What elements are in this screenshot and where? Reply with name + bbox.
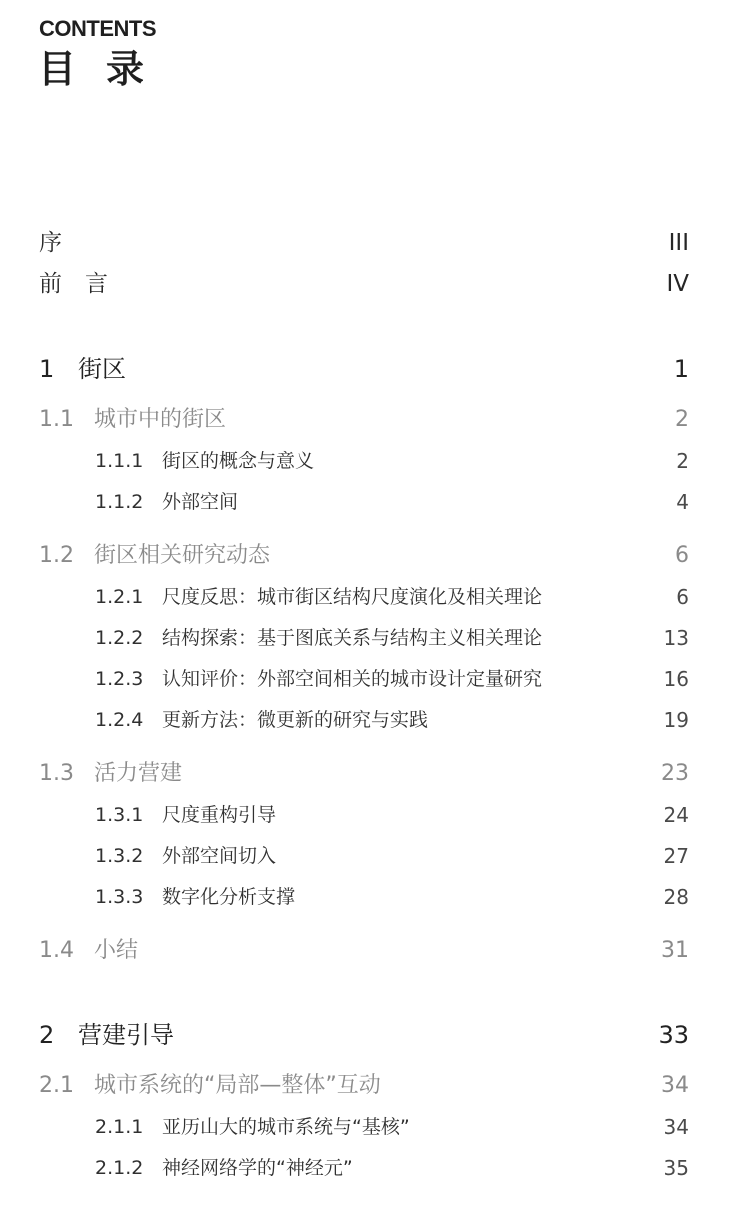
toc-subsection-number: 1.2.2 <box>95 627 144 649</box>
toc-subsection-page: 2 <box>676 449 689 473</box>
toc-subsection-1-3-3[interactable] <box>0 880 750 914</box>
toc-subsection-1-2-3[interactable] <box>0 662 750 696</box>
toc-subsection-1-2-4[interactable] <box>0 703 750 737</box>
toc-subsection-number: 1.3.1 <box>95 804 144 826</box>
toc-section-page: 34 <box>661 1073 689 1098</box>
toc-subsection-2-1-1[interactable] <box>0 1110 750 1144</box>
toc-chapter-page: 33 <box>658 1021 689 1049</box>
toc-section-number: 1.4 <box>39 938 74 963</box>
toc-subsection-number: 1.2.3 <box>95 668 144 690</box>
toc-chapter-title: 营建引导 <box>78 1021 174 1049</box>
toc-section-1-1[interactable] <box>0 403 750 437</box>
toc-chapter-1[interactable] <box>0 352 750 386</box>
toc-subsection-title: 更新方法：微更新的研究与实践 <box>162 709 429 731</box>
toc-subsection-title: 神经网络学的“神经元” <box>162 1157 353 1179</box>
toc-subsection-1-1-1[interactable] <box>0 444 750 478</box>
toc-subsection-page: 28 <box>663 885 689 909</box>
toc-subsection-1-3-1[interactable] <box>0 798 750 832</box>
toc-subsection-2-1-2[interactable] <box>0 1151 750 1185</box>
toc-subsection-title: 尺度重构引导 <box>162 804 277 826</box>
toc-subsection-title: 尺度反思：城市街区结构尺度演化及相关理论 <box>162 586 543 608</box>
toc-subsection-number: 1.3.2 <box>95 845 144 867</box>
toc-entry-title: 序 <box>39 230 62 256</box>
toc-subsection-1-3-2[interactable] <box>0 839 750 873</box>
toc-subsection-page: 16 <box>663 667 689 691</box>
toc-section-1-2[interactable] <box>0 539 750 573</box>
toc-section-title: 城市中的街区 <box>94 407 227 432</box>
toc-subsection-number: 2.1.1 <box>95 1116 144 1138</box>
toc-subsection-page: 6 <box>676 585 689 609</box>
toc-subsection-number: 1.1.2 <box>95 491 144 513</box>
toc-subsection-number: 1.3.3 <box>95 886 144 908</box>
toc-section-number: 1.1 <box>39 407 74 432</box>
toc-subsection-title: 亚历山大的城市系统与“基核” <box>162 1116 410 1138</box>
toc-entry-foreword[interactable] <box>0 267 750 301</box>
toc-entry-preface[interactable] <box>0 226 750 260</box>
toc-chapter-2[interactable] <box>0 1018 750 1052</box>
toc-subsection-page: 24 <box>663 803 689 827</box>
toc-entry-title: 前 言 <box>39 271 108 297</box>
toc-subsection-page: 19 <box>663 708 689 732</box>
toc-section-1-3[interactable] <box>0 757 750 791</box>
toc-section-number: 1.3 <box>39 761 74 786</box>
toc-subsection-1-2-2[interactable] <box>0 621 750 655</box>
toc-section-title: 城市系统的“局部—整体”互动 <box>94 1073 381 1098</box>
toc-subsection-number: 1.1.1 <box>95 450 144 472</box>
toc-subsection-page: 4 <box>676 490 689 514</box>
toc-subsection-title: 街区的概念与意义 <box>162 450 315 472</box>
toc-subsection-title: 外部空间切入 <box>162 845 277 867</box>
toc-chapter-page: 1 <box>673 355 689 383</box>
toc-section-page: 31 <box>661 938 689 963</box>
contents-header-en: CONTENTS <box>39 16 156 41</box>
toc-subsection-title: 认知评价：外部空间相关的城市设计定量研究 <box>162 668 543 690</box>
toc-subsection-page: 34 <box>663 1115 689 1139</box>
toc-chapter-number: 1 <box>39 355 55 383</box>
toc-section-title: 活力营建 <box>94 761 183 786</box>
contents-header-cn: 目录 <box>38 47 175 91</box>
toc-subsection-number: 1.2.1 <box>95 586 144 608</box>
toc-subsection-title: 结构探索：基于图底关系与结构主义相关理论 <box>162 627 543 649</box>
toc-section-title: 街区相关研究动态 <box>94 543 271 568</box>
toc-subsection-number: 2.1.2 <box>95 1157 144 1179</box>
toc-subsection-number: 1.2.4 <box>95 709 144 731</box>
toc-chapter-number: 2 <box>39 1021 55 1049</box>
toc-chapter-title: 街区 <box>78 355 126 383</box>
toc-section-title: 小结 <box>94 938 139 963</box>
toc-section-2-1[interactable] <box>0 1069 750 1103</box>
toc-entry-page: III <box>668 230 689 256</box>
toc-entry-page: IV <box>666 271 689 297</box>
toc-section-number: 1.2 <box>39 543 74 568</box>
toc-section-page: 23 <box>661 761 689 786</box>
toc-subsection-title: 外部空间 <box>162 491 239 513</box>
toc-subsection-1-2-1[interactable] <box>0 580 750 614</box>
toc-subsection-1-1-2[interactable] <box>0 485 750 519</box>
toc-section-number: 2.1 <box>39 1073 74 1098</box>
toc-section-page: 6 <box>675 543 689 568</box>
toc-subsection-title: 数字化分析支撑 <box>162 886 296 908</box>
toc-subsection-page: 13 <box>663 626 689 650</box>
toc-section-page: 2 <box>675 407 689 432</box>
toc-subsection-page: 27 <box>663 844 689 868</box>
toc-section-1-4[interactable] <box>0 934 750 968</box>
toc-subsection-page: 35 <box>663 1156 689 1180</box>
